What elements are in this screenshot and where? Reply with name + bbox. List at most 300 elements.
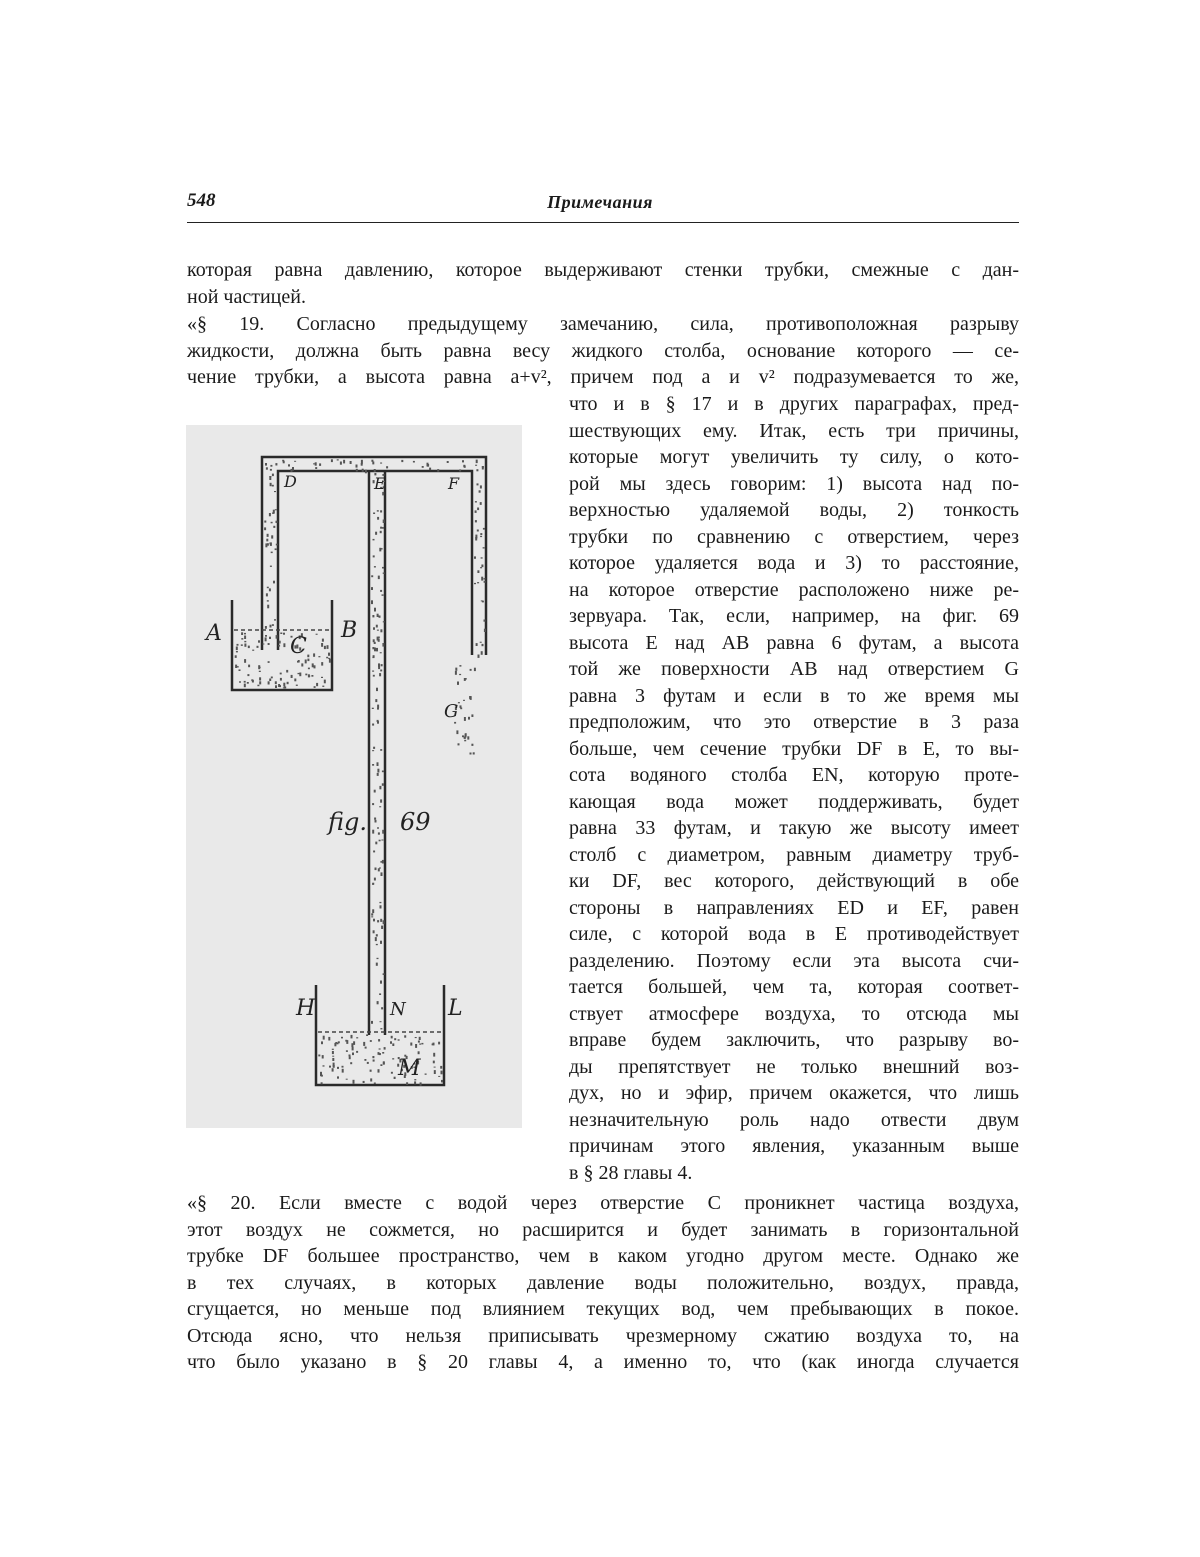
water-dot [374,818,376,820]
text-line: незначительную роль надо отвести двум [569,1108,1019,1131]
water-dot [481,557,483,558]
water-dot [380,1028,382,1029]
water-dot [308,668,310,670]
water-dot [305,674,307,676]
water-dot [433,1061,435,1064]
water-dot [480,533,482,535]
water-dot [476,460,478,464]
water-dot [372,883,374,885]
water-dot [259,677,261,680]
water-dot [271,677,273,679]
text-line: что и в § 17 и в других параграфах, пред- [569,393,1019,415]
water-dot [429,468,431,471]
water-dot [380,981,382,984]
water-dot [346,1050,348,1052]
water-dot [382,643,384,647]
water-stipple [235,459,486,1086]
water-dot [471,744,473,746]
water-dot [377,517,379,520]
text-line: вправе будем заключить, что разрыву во- [569,1029,1019,1051]
water-dot [380,510,382,512]
text-line: трубке DF большее пространство, чем в каком угодно другом месте. Однако же [187,1245,1019,1267]
water-dot [377,720,379,722]
water-dot [280,633,282,635]
water-dot [382,830,384,834]
water-dot [377,762,379,766]
water-dot [276,544,278,546]
water-dot [283,683,285,687]
water-dot [346,1079,348,1080]
water-dot [265,635,267,637]
water-dot [272,474,274,477]
water-dot [259,671,261,672]
water-dot [270,566,272,567]
water-dot [474,556,476,558]
water-dot [478,655,480,658]
text-line: ды препятствует не только внешний воз- [569,1055,1019,1078]
water-dot [377,827,379,828]
water-dot [275,681,277,684]
text-line: сота водяного столба EN, которую проте- [569,764,1019,786]
water-dot [265,637,267,641]
water-dot [265,463,267,466]
water-dot [480,502,482,505]
water-dot [380,905,382,908]
water-dot [264,527,266,530]
water-dot [337,1067,339,1069]
water-dot [257,646,259,648]
water-dot [477,483,479,485]
water-dot [323,1065,325,1066]
water-dot [382,1052,384,1054]
water-dot [415,1044,417,1048]
water-dot [342,1066,344,1068]
water-dot [377,1001,379,1004]
water-dot [377,614,379,617]
water-dot [484,620,486,622]
water-dot [328,658,330,659]
water-dot [279,641,281,644]
water-dot [374,790,376,793]
text-line: «§ 19. Согласно предыдущему замечанию, сила, противоположная разрыву [187,313,1019,335]
water-dot [381,840,383,841]
water-dot [307,659,309,662]
water-dot [314,665,316,668]
water-dot [382,594,384,595]
water-dot [484,629,486,632]
text-line: которые могут увеличить ту силу, о кото- [569,446,1019,468]
water-dot [380,652,382,653]
water-dot [236,647,238,651]
water-dot [235,655,237,658]
water-dot [269,543,271,545]
text-line: силе, с которой вода в E противодействует [569,923,1019,945]
water-dot [274,619,276,620]
water-dot [244,659,246,663]
water-dot [332,1068,334,1071]
water-dot [352,1053,354,1056]
water-dot [262,644,264,645]
water-dot [440,1066,442,1069]
water-dot [269,588,271,591]
water-dot [468,717,470,720]
water-dot [458,743,460,745]
water-dot [372,671,374,672]
water-dot [244,644,246,647]
water-dot [380,629,382,632]
water-dot [376,934,378,936]
water-dot [247,682,249,684]
water-dot [291,675,293,678]
water-dot [379,840,381,842]
water-dot [366,1034,368,1036]
water-dot [372,830,374,834]
water-dot [323,1036,325,1040]
water-dot [372,803,374,805]
water-dot [315,467,317,469]
water-dot [418,1051,420,1054]
water-dot [380,1021,382,1022]
water-dot [377,705,379,708]
water-dot [307,655,309,658]
water-dot [356,465,358,468]
water-dot [372,724,374,726]
water-dot [394,1038,396,1040]
water-dot [328,1037,330,1041]
water-dot [321,677,323,678]
water-dot [373,1060,375,1062]
water-dot [349,1056,351,1059]
water-dot [379,868,381,869]
water-dot [379,786,381,789]
water-dot [316,634,318,635]
label-E: E [374,474,386,493]
label-N: N [390,999,406,1020]
water-dot [483,547,485,548]
water-dot [455,671,457,675]
text-line: высота E над AB равна 6 футам, а высота [569,631,1019,654]
water-dot [375,532,377,535]
water-dot [269,513,271,516]
tube-outline [232,457,486,1085]
text-line: жидкости, должна быть равна весу жидкого столба, основание которого — се- [187,339,1019,362]
water-dot [375,868,377,871]
water-dot [380,799,382,802]
water-dot [373,555,375,557]
water-dot [280,678,282,681]
water-dot [363,1042,365,1046]
water-dot [313,653,315,656]
water-dot [332,1049,334,1050]
water-dot [329,659,331,663]
water-dot [422,466,424,468]
water-dot [441,1071,443,1075]
water-dot [482,466,484,468]
water-dot [381,664,383,666]
water-dot [324,680,326,684]
text-line: предположим, что это отверстие в 3 раза [569,711,1019,733]
water-dot [481,600,483,601]
water-dot [332,1051,334,1054]
water-dot [294,461,296,462]
water-dot [352,1047,354,1051]
water-dot [438,1042,440,1045]
water-dot [294,679,296,682]
water-dot [248,646,250,649]
water-dot [241,644,243,646]
water-dot [235,665,237,668]
water-dot [433,1053,435,1057]
water-dot [275,463,277,465]
water-dot [286,670,288,673]
water-dot [275,685,277,688]
water-dot [270,483,272,486]
water-dot [257,685,259,687]
water-dot [378,1069,380,1072]
water-dot [383,573,385,574]
water-dot [470,669,472,671]
text-line: на которое отверстие расположено ниже ре- [569,578,1019,601]
water-dot [441,1080,443,1083]
water-dot [480,642,482,643]
water-dot [419,1044,421,1045]
water-dot [473,752,475,754]
water-dot [326,657,328,659]
water-dot [467,736,469,739]
continuation-paragraph [187,257,1019,310]
water-dot [350,461,352,464]
water-dot [340,462,342,465]
water-dot [374,566,376,567]
water-dot [356,1037,358,1038]
water-dot [367,1062,369,1064]
water-dot [390,1041,392,1044]
water-dot [321,643,323,647]
water-dot [370,1040,372,1042]
water-dot [464,740,466,742]
water-dot [270,465,272,467]
text-line: Отсюда ясно, что нельзя приписывать чрезмерному сжатию воздуха то, на [187,1324,1019,1347]
water-dot [305,660,307,664]
water-dot [410,1043,412,1046]
water-dot [380,531,382,533]
water-dot [270,469,272,471]
water-dot [373,919,375,922]
water-dot [484,581,486,583]
water-dot [438,1076,440,1077]
water-dot [394,1077,396,1079]
water-dot [244,636,246,640]
water-dot [322,686,324,687]
water-dot [380,590,382,592]
water-dot [271,552,273,554]
label-M: M [398,1056,421,1081]
water-dot [332,1058,334,1061]
text-line: больше, чем сечение трубки DF в E, то вы- [569,737,1019,760]
water-dot [265,543,267,547]
water-dot [379,902,381,903]
water-dot [434,1070,436,1074]
text-line: трубки по сравнению с отверстием, через [569,525,1019,548]
water-dot [477,530,479,532]
water-dot [244,681,246,683]
water-dot [273,581,275,584]
water-dot [372,708,374,709]
water-dot [464,717,466,721]
water-dot [379,1053,381,1055]
text-line: столб с диаметром, равным диаметру труб- [569,843,1019,866]
figure-caption-fig: fig. [328,808,367,836]
water-dot [312,663,314,667]
text-line: чение трубки, а высота равна a+v², причем под a и v² подразумевается то же, [187,366,1019,388]
water-dot [376,648,378,652]
water-dot [474,668,476,671]
water-dot [318,656,320,657]
text-line: в § 28 главы 4. [569,1161,693,1184]
water-dot [476,643,478,646]
water-dot [398,1039,400,1040]
water-dot [376,625,378,628]
water-dot [271,522,273,524]
water-dot [381,872,383,876]
water-dot [322,639,324,642]
text-line: причинам этого явления, указанным выше [569,1135,1019,1157]
water-dot [475,501,477,502]
water-dot [288,464,290,466]
water-dot [276,521,278,523]
label-B: B [341,618,358,643]
water-dot [373,513,375,515]
water-dot [335,1042,337,1043]
water-dot [376,963,378,966]
water-dot [376,944,378,945]
text-line: дух, но и эфир, причем окажется, что лишь [569,1082,1019,1104]
water-dot [375,699,377,702]
label-D: D [284,472,297,491]
water-dot [322,1055,324,1058]
water-dot [269,679,271,682]
water-dot [383,621,385,622]
water-dot [244,684,246,688]
water-dot [381,1007,383,1009]
water-dot [471,714,473,717]
water-dot [374,608,376,612]
water-dot [247,674,249,676]
page-number: 548 [187,190,216,211]
water-dot [483,528,485,530]
label-L: L [448,996,463,1021]
water-dot [278,645,280,647]
water-dot [418,1041,420,1043]
water-dot [372,750,374,751]
water-dot [454,722,456,724]
water-dot [372,462,374,465]
water-dot [244,633,246,635]
water-dot [477,570,479,573]
water-dot [298,673,300,674]
water-dot [482,644,484,646]
text-line: тается большей, чем та, которая соответ- [569,976,1019,998]
water-dot [382,771,384,773]
water-dot [301,663,303,666]
water-dot [241,632,243,635]
water-dot [321,1041,323,1044]
figure-drawing [186,425,522,1128]
water-dot [321,662,323,666]
water-dot [267,587,269,589]
water-dot [477,508,479,511]
water-dot [372,1056,374,1058]
water-dot [383,520,385,524]
water-dot [370,1070,372,1072]
water-dot [271,535,273,538]
water-dot [373,627,375,630]
water-dot [327,645,329,649]
water-dot [237,644,239,646]
water-dot [372,615,374,617]
water-dot [371,1021,373,1024]
water-dot [475,535,477,539]
water-dot [275,548,277,550]
water-dot [378,576,380,580]
water-dot [239,681,241,682]
water-dot [375,937,377,941]
water-dot [268,643,270,645]
water-dot [284,687,286,689]
water-dot [477,582,479,583]
water-dot [373,655,375,658]
text-line: верхностью удаляемой воды, 2) тонкость [569,499,1019,521]
water-dot [299,673,301,677]
water-dot [377,708,379,710]
water-dot [379,616,381,618]
water-dot [381,926,383,929]
water-dot [462,460,464,462]
water-dot [373,639,375,642]
water-dot [376,688,378,691]
water-dot [337,1076,339,1078]
water-dot [280,673,282,675]
water-dot [324,646,326,649]
water-dot [338,1041,340,1043]
water-dot [380,941,382,944]
water-dot [332,1056,334,1057]
figure-69-siphon [186,425,522,1128]
water-dot [481,651,483,655]
paragraph-20 [187,1190,1019,1376]
water-dot [341,1037,343,1039]
water-dot [343,460,345,464]
water-dot [364,1059,366,1061]
water-dot [274,491,276,492]
water-dot [276,635,278,639]
water-dot [425,1074,427,1075]
water-dot [391,1072,393,1074]
text-line: равна 3 футам и если в то же время мы [569,684,1019,707]
water-dot [378,1039,380,1041]
water-dot [475,510,477,513]
water-dot [419,1037,421,1040]
label-H: H [296,996,316,1021]
water-dot [379,673,381,676]
text-line: стороны в направлениях ED и EF, равен [569,896,1019,919]
water-dot [269,637,271,639]
water-dot [379,1048,381,1049]
water-dot [334,1043,336,1046]
text-line: сгущается, но меньше под влиянием текущих вод, чем пребывающих в покое. [187,1298,1019,1320]
water-dot [350,1062,352,1064]
water-dot [391,1036,393,1039]
